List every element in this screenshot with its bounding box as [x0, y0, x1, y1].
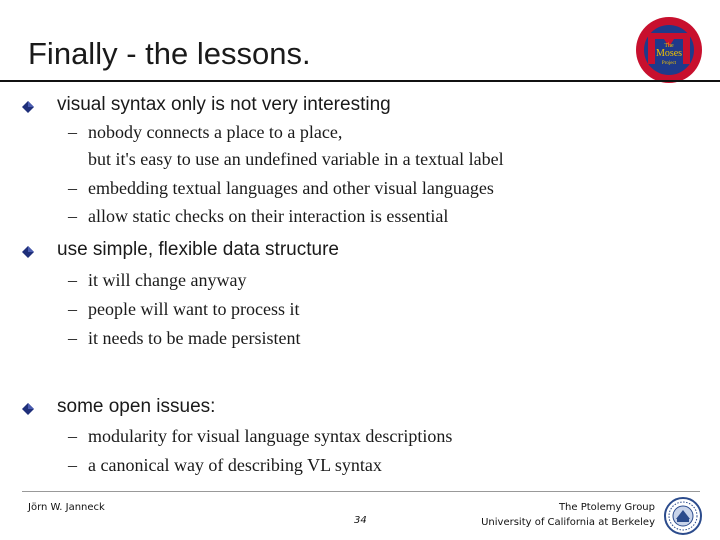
university-seal-icon	[664, 497, 702, 535]
list-item-text: modularity for visual language syntax descriptions	[88, 426, 453, 446]
logo-text-moses: Moses	[655, 48, 683, 59]
section-heading-open-issues: some open issues:	[57, 396, 216, 417]
dash-marker: –	[68, 178, 77, 198]
list-item-text: allow static checks on their interaction is essential	[88, 206, 449, 226]
page-number: 34	[354, 515, 367, 526]
footer-rule	[22, 491, 700, 492]
diamond-bullet-icon	[22, 246, 34, 258]
list-item	[68, 270, 246, 291]
list-item-text: a canonical way of describing VL syntax	[88, 455, 382, 475]
list-item	[68, 426, 452, 447]
footer-group: The Ptolemy Group	[558, 502, 655, 513]
logo-text-project: Project	[661, 61, 677, 66]
footer-author: Jörn W. Janneck	[28, 502, 105, 513]
list-item	[68, 206, 448, 227]
list-item	[68, 328, 300, 349]
list-item	[68, 299, 299, 320]
dash-marker: –	[68, 299, 77, 319]
dash-marker: –	[68, 122, 77, 142]
dash-marker: –	[68, 455, 77, 475]
dash-marker: –	[68, 206, 77, 226]
list-item-continuation: but it's easy to use an undefined variable in a textual label	[88, 149, 504, 169]
diamond-bullet-icon	[22, 101, 34, 113]
dash-marker: –	[68, 270, 77, 290]
list-item-text: it needs to be made persistent	[88, 328, 301, 348]
section-heading-data-structure: use simple, flexible data structure	[57, 239, 339, 260]
list-item-text: people will want to process it	[88, 299, 300, 319]
diamond-bullet-icon	[22, 403, 34, 415]
dash-marker: –	[68, 328, 77, 348]
list-item-text: nobody connects a place to a place,	[88, 122, 343, 142]
section-heading-visual-syntax: visual syntax only is not very interesting	[57, 94, 391, 115]
list-item	[68, 178, 494, 199]
list-item-text: embedding textual languages and other visual languages	[88, 178, 494, 198]
list-item	[68, 455, 382, 476]
title-underline	[0, 80, 720, 82]
list-item	[68, 122, 342, 143]
slide-title: Finally - the lessons.	[28, 36, 311, 71]
list-item-text: it will change anyway	[88, 270, 247, 290]
moses-project-logo	[634, 15, 704, 85]
footer-institution: University of California at Berkeley	[481, 517, 655, 528]
logo-text-the: The	[664, 43, 674, 49]
dash-marker: –	[68, 426, 77, 446]
